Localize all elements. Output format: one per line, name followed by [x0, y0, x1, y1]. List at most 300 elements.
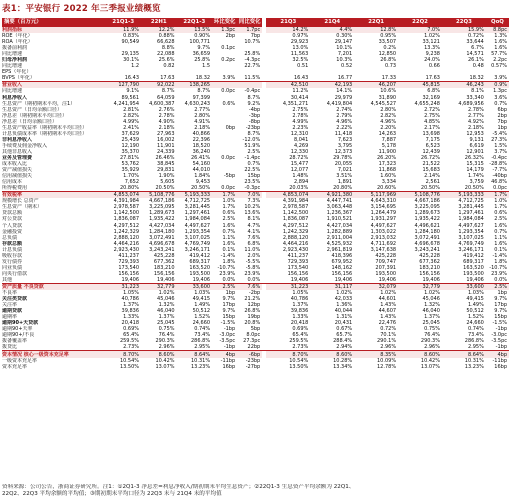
- value-cell: 26.46%: [155, 155, 175, 161]
- value-cell: 27.3%: [491, 136, 507, 143]
- value-cell: 2.73%: [292, 344, 309, 351]
- value-cell: 1.43%: [380, 302, 397, 309]
- value-cell: -1.5%: [220, 320, 236, 327]
- value-cell: 18.32: [195, 75, 211, 82]
- value-cell: 26.8%: [244, 308, 261, 315]
- value-cell: 10.3%: [336, 57, 353, 64]
- value-cell: 46,040: [422, 308, 440, 315]
- value-cell: 1,264,479: [370, 210, 397, 217]
- value-cell: 4,447,741: [326, 198, 353, 205]
- value-cell: 31,223: [105, 283, 141, 290]
- value-cell: 183,210: [153, 264, 175, 271]
- value-cell: 0.57%: [491, 63, 507, 70]
- value-cell: 1.02%: [336, 290, 353, 297]
- value-cell: 3.9%: [494, 75, 507, 82]
- value-cell: 65.7%: [336, 332, 353, 339]
- value-cell: 13.5%: [177, 27, 213, 33]
- value-cell: 9.7%: [222, 308, 236, 315]
- value-cell: 6,619: [469, 142, 484, 149]
- value-cell: 64,059: [157, 94, 175, 101]
- value-cell: 11,901: [157, 142, 175, 149]
- row-label: 拨贷比: [2, 344, 18, 351]
- value-cell: 0.82: [163, 63, 175, 70]
- value-cell: 9.7%: [197, 45, 211, 52]
- value-cell: 70.1%: [380, 332, 397, 339]
- value-cell: 156,156: [153, 270, 175, 277]
- value-cell: 1bp: [225, 290, 236, 297]
- value-cell: 1.33%: [292, 314, 309, 321]
- value-cell: 4,391,984: [113, 198, 140, 205]
- value-cell: 1.5%: [494, 142, 507, 149]
- value-cell: 12,850: [378, 51, 397, 58]
- row-label: 净息差（日均余额口径）: [2, 118, 58, 125]
- value-cell: 30,414: [290, 94, 309, 101]
- value-cell: 8.60%: [310, 351, 354, 358]
- value-cell: 259.5%: [289, 338, 309, 345]
- row-label: 拨备前利润: [2, 45, 28, 52]
- value-cell: 8.70%: [266, 351, 310, 358]
- value-cell: 0.75%: [424, 326, 440, 333]
- table-header-row: [2, 18, 509, 27]
- value-cell: 9,238: [425, 51, 440, 58]
- value-cell: 1,910,521: [326, 216, 353, 223]
- value-cell: 3,154,695: [370, 204, 397, 211]
- value-cell: 10.54%: [289, 357, 309, 364]
- row-label: 非利息净收入: [2, 136, 33, 143]
- value-cell: 13.6%: [244, 210, 261, 217]
- value-cell: 45,815: [398, 82, 442, 89]
- row-label: 成本收入比: [2, 161, 28, 168]
- value-cell: 4bp: [212, 351, 237, 358]
- value-cell: 7,175: [425, 136, 440, 143]
- row-label: 逾期90+天率: [2, 326, 33, 333]
- value-cell: 36,240: [192, 148, 211, 155]
- value-cell: 1,935,422: [414, 216, 440, 223]
- value-cell: 73.4%: [467, 332, 484, 339]
- row-label: 生息资产收益率（期初期末平均口径）: [2, 124, 88, 131]
- value-cell: 39,836: [290, 308, 309, 315]
- value-cell: 7.3%: [247, 198, 261, 205]
- value-cell: 0.75%: [158, 326, 175, 333]
- value-cell: 19,406: [334, 276, 353, 283]
- value-cell: 21.2%: [244, 296, 261, 303]
- value-cell: 15bp: [494, 314, 507, 321]
- value-cell: 1.02%: [380, 290, 397, 297]
- value-cell: 5,178: [381, 142, 397, 149]
- row-label: 业务及管理费: [2, 155, 33, 161]
- value-cell: 29,979: [334, 94, 353, 101]
- value-cell: 4,351,271: [282, 100, 309, 107]
- value-cell: 709,747: [375, 258, 397, 265]
- value-cell: -0.3pc: [244, 185, 261, 192]
- value-cell: 15,477: [290, 161, 309, 168]
- value-cell: 32,169: [422, 94, 440, 101]
- value-cell: 1.02%: [158, 290, 175, 297]
- value-cell: 1,242,329: [282, 228, 309, 235]
- value-cell: 8.1%: [247, 216, 261, 223]
- value-cell: 1.1%: [494, 234, 507, 241]
- value-cell: 290.1%: [377, 338, 397, 345]
- value-cell: -10.7%: [489, 264, 507, 271]
- table-title: 表1：平安银行 2022 年三季报业绩概览: [2, 4, 161, 14]
- value-cell: 13,698: [422, 130, 440, 137]
- value-cell: 8.35%: [354, 351, 398, 358]
- value-cell: 22bp: [247, 344, 261, 351]
- value-cell: 3,759: [469, 179, 484, 186]
- value-cell: 0bp: [225, 124, 236, 131]
- value-cell: -3.5pc: [219, 338, 236, 345]
- value-cell: 44,010: [192, 167, 211, 174]
- value-cell: 2.23%: [292, 124, 309, 131]
- value-cell: 8.8%: [161, 45, 175, 52]
- value-cell: 7bp: [250, 33, 261, 40]
- value-cell: 3.6%: [494, 94, 507, 101]
- row-label: 同比增速: [2, 51, 23, 58]
- value-cell: 2.18%: [158, 124, 175, 131]
- row-label: ROE（年化）: [2, 33, 33, 40]
- value-cell: 3,795: [337, 142, 353, 149]
- value-cell: 36,659: [192, 51, 211, 58]
- value-cell: 425,228: [419, 252, 440, 259]
- value-cell: 163,520: [463, 264, 484, 271]
- value-cell: 2.41%: [123, 124, 140, 131]
- value-cell: 2.76%: [158, 106, 175, 113]
- value-cell: 1.05%: [123, 290, 140, 297]
- value-cell: 419,412: [189, 252, 211, 259]
- value-cell: 1.05%: [292, 290, 309, 297]
- value-cell: 7.6%: [237, 283, 262, 290]
- value-cell: 16.77: [337, 75, 353, 82]
- value-cell: 0.0%: [494, 276, 507, 283]
- value-cell: 0.88%: [158, 33, 175, 40]
- value-cell: 37,629: [121, 130, 140, 137]
- header-22h1: 22H1: [141, 18, 177, 27]
- value-cell: -27bp: [245, 363, 261, 370]
- value-cell: 1,297,461: [184, 210, 211, 217]
- value-cell: 22,396: [192, 136, 211, 143]
- value-cell: 4.91%: [194, 118, 211, 125]
- value-cell: 8.1%: [471, 88, 484, 95]
- value-cell: 290.3%: [155, 338, 175, 345]
- value-cell: 259.5%: [119, 338, 140, 345]
- value-cell: 2,561: [425, 179, 440, 186]
- value-cell: 1.3pc: [493, 88, 507, 95]
- value-cell: 73.4%: [194, 332, 211, 339]
- value-cell: 1,293,354: [184, 228, 211, 235]
- value-cell: 5,193,333: [177, 192, 213, 199]
- row-label: 所得税费用: [2, 185, 28, 192]
- value-cell: 46.8%: [491, 179, 507, 186]
- value-cell: 1.2: [131, 63, 140, 70]
- row-label: 利息净收入: [2, 94, 28, 101]
- value-cell: 35,370: [121, 148, 140, 155]
- value-cell: 14.2%: [266, 27, 310, 33]
- value-cell: 26.72%: [420, 155, 440, 161]
- value-cell: 4,769,749: [458, 240, 484, 247]
- value-cell: 2,888,120: [282, 234, 309, 241]
- value-cell: 20.60%: [377, 185, 397, 192]
- value-cell: 25.6%: [158, 57, 175, 64]
- value-cell: 156,156: [419, 270, 440, 277]
- value-cell: 14,263: [378, 130, 397, 137]
- value-cell: 76.4%: [424, 332, 440, 339]
- value-cell: 13.23%: [191, 363, 211, 370]
- value-cell: 0.6%: [494, 210, 507, 217]
- header-22q3: 22Q3: [442, 18, 486, 27]
- value-cell: 20.8%: [244, 320, 261, 327]
- value-cell: 23.5%: [244, 179, 261, 186]
- value-cell: 30.1%: [123, 57, 140, 64]
- value-cell: 173,540: [287, 264, 309, 271]
- value-cell: 0.0%: [247, 276, 261, 283]
- value-cell: 2.20%: [380, 124, 397, 131]
- value-cell: 24.0%: [424, 57, 440, 64]
- value-cell: 1.70%: [123, 173, 140, 180]
- value-cell: 2.5%: [222, 216, 236, 223]
- value-cell: -5.4%: [492, 130, 507, 137]
- row-label: 营业收入: [2, 82, 105, 89]
- value-cell: 4,667,186: [149, 198, 175, 205]
- value-cell: 6.7%: [471, 45, 484, 52]
- value-cell: 11,418: [334, 130, 353, 137]
- value-cell: -1bp: [223, 344, 236, 351]
- value-cell: 12,077: [290, 167, 309, 174]
- value-cell: 32.5%: [292, 57, 309, 64]
- value-cell: 26.20%: [377, 155, 397, 161]
- row-label: 发行债券: [2, 258, 23, 265]
- value-cell: 5,108,776: [398, 192, 442, 199]
- value-cell: 4.90%: [158, 118, 175, 125]
- row-label: 净息差（期初期末平均口径）: [2, 112, 68, 119]
- value-cell: 15,315: [466, 161, 484, 168]
- value-cell: 9.2%: [247, 100, 261, 107]
- value-cell: 689,317: [463, 258, 484, 265]
- value-cell: 2.96%: [424, 344, 440, 351]
- row-label: 个人贷款: [2, 222, 23, 229]
- value-cell: 8.7%: [247, 130, 261, 137]
- header-22q1-3: 22Q1-3: [177, 18, 213, 27]
- value-cell: 4,689,956: [458, 100, 484, 107]
- value-cell: 425,228: [153, 252, 175, 259]
- value-cell: 2.18%: [467, 124, 484, 131]
- value-cell: 1.74%: [467, 173, 484, 180]
- value-cell: 2,913,032: [370, 234, 397, 241]
- value-cell: 1.7%: [494, 204, 507, 211]
- value-cell: 27.81%: [119, 155, 140, 161]
- value-cell: 7,201: [337, 51, 353, 58]
- value-cell: 5,117,969: [354, 192, 398, 199]
- value-cell: 0.51: [297, 63, 309, 70]
- row-label: 逾期贷款: [2, 308, 23, 315]
- value-cell: 9.7%: [494, 308, 507, 315]
- value-cell: 3,246,171: [458, 246, 484, 253]
- row-label: 总负债: [2, 234, 18, 241]
- value-cell: 9.7%: [494, 296, 507, 303]
- value-cell: 42,510: [266, 82, 310, 89]
- value-cell: 0.1%: [222, 246, 236, 253]
- row-label: 逾期90+天贷款: [2, 320, 39, 327]
- header-22q1: 22Q1: [354, 18, 398, 27]
- value-cell: 32,779: [398, 283, 442, 290]
- value-cell: 2.82%: [123, 112, 140, 119]
- value-cell: 4,545,527: [370, 100, 397, 107]
- value-cell: 2.78%: [158, 112, 175, 119]
- value-cell: -8bp: [248, 118, 261, 125]
- value-cell: 2.96%: [380, 344, 397, 351]
- value-cell: 4,711,692: [370, 240, 397, 247]
- value-cell: -3.5pc: [491, 338, 507, 345]
- value-cell: 1.37%: [424, 314, 440, 321]
- value-cell: 677,362: [419, 258, 440, 265]
- value-cell: 2.72%: [424, 106, 440, 113]
- value-cell: 31,117: [310, 283, 354, 290]
- row-label: 逾期90+/不良: [2, 332, 35, 339]
- value-cell: 50,512: [192, 308, 211, 315]
- value-cell: 1.60%: [380, 173, 397, 180]
- row-label: 对公贷款: [2, 216, 23, 223]
- value-cell: 1,984,084: [458, 216, 484, 223]
- value-cell: 13.34%: [333, 363, 353, 370]
- value-cell: 0.73: [384, 63, 397, 70]
- value-cell: 2,978,587: [282, 204, 309, 211]
- value-cell: 1.03%: [467, 290, 484, 297]
- value-cell: 1.32%: [158, 302, 175, 309]
- row-label: 计息负债: [2, 246, 23, 253]
- value-cell: 33,121: [422, 39, 440, 46]
- value-cell: 21,522: [422, 161, 440, 168]
- value-cell: 90,549: [121, 39, 140, 46]
- value-cell: 1,142,500: [113, 210, 140, 217]
- value-cell: 193,500: [189, 270, 211, 277]
- value-cell: -5.8%: [245, 264, 261, 271]
- value-cell: 45,046: [422, 296, 440, 303]
- value-cell: 24,660: [466, 320, 484, 327]
- value-cell: 2.5%: [494, 216, 507, 223]
- value-cell: 1.33%: [123, 314, 140, 321]
- value-cell: 2,923,430: [113, 246, 140, 253]
- row-label: 不良率: [2, 290, 18, 297]
- value-cell: 1.7%: [212, 192, 237, 199]
- value-cell: 7bp: [497, 118, 507, 125]
- value-cell: 2,961,819: [326, 246, 353, 253]
- value-cell: 54,160: [192, 161, 211, 168]
- value-cell: 0.0pc: [221, 155, 236, 161]
- row-label: 信用成本: [2, 179, 23, 186]
- value-cell: 4,427,034: [326, 222, 353, 229]
- value-cell: 0.30%: [336, 33, 353, 40]
- value-cell: -0.4pc: [491, 155, 507, 161]
- value-cell: 6bp: [497, 106, 507, 113]
- value-cell: 45,046: [157, 296, 175, 303]
- value-cell: 290.3%: [420, 338, 440, 345]
- row-label: 归母净利润: [2, 57, 28, 64]
- value-cell: 0.72%: [467, 33, 484, 40]
- value-cell: 2.77%: [194, 106, 211, 113]
- value-cell: 2.78%: [467, 106, 484, 113]
- value-cell: 1,282,889: [326, 228, 353, 235]
- value-cell: 26.41%: [191, 155, 211, 161]
- value-cell: 11.5%: [244, 75, 261, 82]
- value-cell: 19,406: [290, 276, 309, 283]
- value-cell: 1.3%: [494, 33, 507, 40]
- value-cell: 2.0%: [247, 252, 261, 259]
- value-cell: 1,284,180: [414, 228, 440, 235]
- value-cell: 4.99%: [292, 118, 309, 125]
- value-cell: 1.37%: [123, 302, 140, 309]
- value-cell: 20.80%: [119, 185, 140, 192]
- value-cell: 5,605: [160, 179, 175, 186]
- value-cell: 0.66: [428, 63, 440, 70]
- value-cell: 0.7%: [494, 100, 507, 107]
- value-cell: 2.81%: [123, 106, 140, 113]
- value-cell: 3,063,448: [326, 204, 353, 211]
- value-cell: 2.14%: [424, 173, 440, 180]
- value-cell: 3.9%: [222, 75, 236, 82]
- value-cell: 8.8pc: [486, 27, 509, 33]
- value-cell: 12,330: [290, 148, 309, 155]
- value-cell: 20.50%: [155, 185, 175, 192]
- value-cell: 4.85%: [424, 118, 440, 125]
- value-cell: 1,935,422: [149, 216, 175, 223]
- value-cell: 10.54%: [119, 357, 140, 364]
- value-cell: 31,223: [266, 283, 310, 290]
- value-cell: 29,147: [334, 39, 353, 46]
- row-label: EPS（年化）: [2, 69, 32, 76]
- value-cell: 19,406: [378, 276, 397, 283]
- value-cell: 4,241,954: [113, 100, 140, 107]
- value-cell: 0.1pc: [221, 45, 236, 52]
- value-cell: 4,853,074: [266, 192, 310, 199]
- value-cell: 1.31%: [336, 314, 353, 321]
- value-cell: 28.72%: [289, 155, 309, 161]
- value-cell: 1.49%: [467, 302, 484, 309]
- value-cell: 18.32: [469, 75, 484, 82]
- value-cell: 2.5%: [212, 283, 237, 290]
- value-cell: 11,868: [378, 167, 397, 174]
- value-cell: 2.17%: [424, 124, 440, 131]
- value-cell: 15.9%: [442, 27, 486, 33]
- value-cell: -7.7%: [492, 167, 507, 174]
- value-cell: 0.7%: [247, 161, 261, 168]
- table-row: [2, 125, 509, 131]
- header-22q2: 22Q2: [398, 18, 442, 27]
- value-cell: 2.75%: [424, 112, 440, 119]
- value-cell: 4,297,512: [113, 222, 140, 229]
- value-cell: 13.07%: [155, 363, 175, 370]
- value-cell: 7,887: [381, 136, 397, 143]
- value-cell: 4,667,186: [414, 198, 440, 205]
- value-cell: 27.3pc: [243, 338, 261, 345]
- value-cell: 33,600: [177, 283, 213, 290]
- value-cell: 148,162: [331, 264, 353, 271]
- value-cell: 3.51%: [336, 173, 353, 180]
- value-cell: 10.2%: [244, 204, 261, 211]
- value-cell: 11.0%: [244, 246, 261, 253]
- value-cell: 15bp: [222, 314, 236, 321]
- value-cell: 2.80%: [380, 106, 397, 113]
- value-cell: -1bp: [495, 326, 507, 333]
- value-cell: 17.63: [425, 75, 440, 82]
- value-cell: 1.02%: [424, 33, 440, 40]
- value-cell: 15bp: [247, 173, 261, 180]
- value-cell: 14.1%: [336, 88, 353, 95]
- value-cell: 20,418: [290, 320, 309, 327]
- row-label: 金融投资: [2, 228, 23, 235]
- value-cell: 39,836: [121, 308, 140, 315]
- value-cell: 0.95%: [380, 33, 397, 40]
- value-cell: 20.03%: [289, 185, 309, 192]
- value-cell: 10.09%: [377, 357, 397, 364]
